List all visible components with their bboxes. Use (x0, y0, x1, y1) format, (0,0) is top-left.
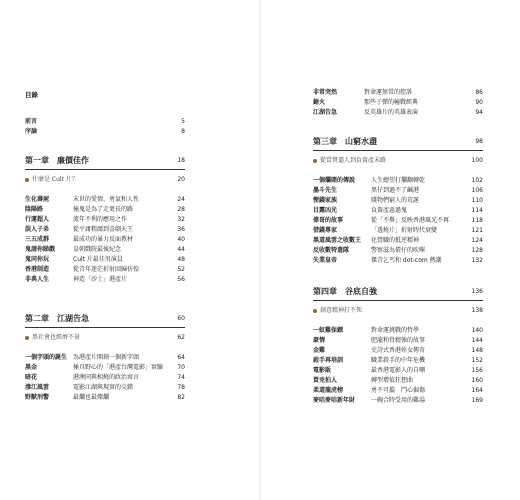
entry-desc: 為港產片開創一個新字頭 (73, 354, 140, 361)
entry-desc: 傑青乞丐和 dot-com 熱潮 (371, 257, 442, 264)
toc-entry[interactable] (25, 363, 185, 372)
entry-label: 野獸刑警 (25, 394, 50, 401)
chapter-2-rule (25, 327, 185, 328)
chapter-4-section[interactable] (313, 306, 483, 316)
section-page: 138 (471, 307, 483, 314)
bullet-icon (25, 336, 29, 340)
chapter-3-rule (313, 150, 483, 151)
entry-desc: 賤物們窮人的荒誕 (371, 197, 420, 204)
toc-title: 目錄 (25, 91, 38, 99)
entry-label: 墨斗先生 (313, 187, 338, 194)
chapter-1-section[interactable] (25, 175, 185, 185)
toc-entry[interactable] (313, 376, 483, 385)
entry-page: 90 (475, 99, 483, 106)
entry-label: 誤人子弟 (25, 226, 50, 233)
toc-entry[interactable] (25, 275, 185, 284)
entry-page: 70 (177, 364, 185, 371)
entry-page: 28 (177, 206, 185, 213)
toc-entry[interactable] (313, 326, 483, 335)
entry-label: 電影販 (313, 367, 332, 374)
chapter-3-heading[interactable] (313, 136, 483, 148)
entry-label: 序論 (25, 128, 38, 135)
entry-label: 非常突然 (313, 89, 338, 96)
toc-entry[interactable] (313, 336, 483, 345)
toc-entry[interactable] (313, 226, 483, 235)
toc-entry[interactable] (313, 216, 483, 225)
bullet-icon (313, 159, 317, 163)
entry-label: 黑金 (25, 364, 38, 371)
toc-entry[interactable] (313, 246, 483, 255)
entry-desc: 警察滋為債仔的吹嗶 (371, 247, 426, 254)
entry-page: 169 (471, 397, 483, 404)
entry-desc: 皇朝戲院最後紀念 (73, 246, 122, 253)
entry-label: 偉哥的故事 (313, 217, 344, 224)
entry-page: 5 (181, 118, 185, 125)
entry-page: 48 (177, 256, 185, 263)
toc-entry[interactable] (25, 205, 185, 214)
entry-page: 140 (471, 327, 483, 334)
entry-desc: 轉型增值狂想曲 (371, 377, 414, 384)
entry-desc: 史詩式香港娃女傳奇 (371, 347, 426, 354)
chapter-3-section[interactable] (313, 156, 483, 166)
toc-entry[interactable] (313, 346, 483, 355)
entry-label: 豪情 (313, 337, 326, 344)
entry-page: 148 (471, 347, 483, 354)
entry-desc: 職業殺手的中年危機 (371, 357, 426, 364)
chapter-page: 18 (177, 157, 185, 164)
entry-desc: 極具野心的「港產台灣電影」實驗 (73, 364, 164, 371)
entry-desc: 人生總望打爛翻轉乾 (371, 177, 426, 184)
toc-entry[interactable] (25, 383, 185, 392)
chapter-title: 第二章 江湖告急 (25, 314, 89, 323)
entry-desc: 從平庸粗鄙到喜劇天王 (73, 226, 134, 233)
entry-page: 132 (471, 257, 483, 264)
entry-page: 40 (177, 236, 185, 243)
section-label: 黑社會也經濟不景 (32, 334, 81, 341)
section-label: 什麼是 Cult 片？ (32, 176, 78, 183)
toc-entry[interactable] (25, 353, 185, 362)
entry-desc: 化營職的抵逆精神 (371, 237, 420, 244)
entry-desc: 勇不可擋 鬥心倔傷 (371, 387, 426, 394)
entry-page: 106 (471, 187, 483, 194)
chapter-title: 第四章 谷底自強 (313, 287, 377, 296)
section-label: 創意精神打不死 (320, 307, 363, 314)
entry-page: 74 (177, 374, 185, 381)
entry-label: 麥咭麥咭新年財 (313, 397, 356, 404)
toc-entry[interactable] (25, 245, 185, 254)
chapter-1-heading[interactable] (25, 155, 185, 167)
entry-desc: 肥龍和骨精強的故事 (371, 337, 426, 344)
entry-label: 陰陽路 (25, 206, 44, 213)
entry-page: 64 (177, 354, 185, 361)
entry-page: 78 (177, 384, 185, 391)
entry-label: 目露凶光 (313, 207, 338, 214)
entry-page: 52 (177, 266, 185, 273)
toc-entry[interactable] (25, 195, 185, 204)
chapter-page: 98 (475, 138, 483, 145)
chapter-2-section[interactable] (25, 333, 185, 343)
entry-page: 110 (471, 197, 483, 204)
toc-entry[interactable] (25, 225, 185, 234)
entry-page: 152 (471, 357, 483, 364)
toc-entry[interactable] (25, 393, 185, 402)
toc-entry[interactable] (313, 186, 483, 195)
entry-label: 生化壽屍 (25, 196, 50, 203)
entry-page: 24 (177, 196, 185, 203)
toc-entry[interactable] (313, 98, 483, 107)
entry-label: 香港制造 (25, 266, 50, 273)
entry-page: 124 (471, 237, 483, 244)
chapter-4-heading[interactable] (313, 286, 483, 298)
toc-entry[interactable] (313, 366, 483, 375)
entry-page: 164 (471, 387, 483, 394)
entry-label: 鬼同你玩 (25, 256, 50, 263)
toc-entry[interactable] (313, 108, 483, 117)
entry-desc: 反英雄片的英雄表演 (364, 109, 419, 116)
entry-desc: 那些子彈的幢戰經典 (364, 99, 419, 106)
entry-page: 32 (177, 216, 185, 223)
entry-desc: 末世的愛情、勇氣和人性 (73, 196, 140, 203)
entry-label: 鎗火 (313, 99, 326, 106)
chapter-title: 第一章 廉價佳作 (25, 156, 89, 165)
entry-page: 118 (471, 217, 483, 224)
entry-desc: 一碗合時受用的雞湯 (371, 397, 426, 404)
entry-desc: 黑仔到過不了鹹港 (371, 187, 420, 194)
bullet-icon (25, 178, 29, 182)
entry-page: 44 (177, 246, 185, 253)
toc-entry[interactable] (313, 256, 483, 265)
chapter-page: 136 (471, 288, 483, 295)
toc-entry-front-2[interactable] (25, 127, 185, 136)
chapter-1-rule (25, 169, 185, 170)
toc-entry[interactable] (25, 215, 185, 224)
toc-entry[interactable] (313, 236, 483, 245)
chapter-2-heading[interactable] (25, 313, 185, 325)
entry-page: 94 (475, 109, 483, 116)
chapter-4-rule (313, 300, 483, 301)
entry-page: 86 (475, 89, 483, 96)
entry-desc: 最成功的暴力反面教材 (73, 236, 134, 243)
entry-desc: 對命運無常的控訴 (364, 89, 413, 96)
entry-desc: 最香港電影人的自嘲 (371, 367, 426, 374)
entry-page: 8 (181, 128, 185, 135)
bullet-icon (313, 309, 317, 313)
entry-label: 慳錢家族 (313, 197, 338, 204)
entry-label: 殺手再培訓 (313, 357, 344, 364)
entry-label: 一個字頭的誕生 (25, 354, 68, 361)
entry-page: 114 (471, 207, 483, 214)
entry-desc: 「透燒片」折射時代衰變 (371, 227, 438, 234)
toc-entry[interactable] (313, 196, 483, 205)
entry-desc: 最爛也最燦爛 (73, 394, 110, 401)
entry-page: 121 (471, 227, 483, 234)
entry-page: 156 (471, 367, 483, 374)
entry-desc: Cult 片最佳男演員 (73, 256, 123, 263)
toc-entry-front-1[interactable] (25, 117, 185, 126)
entry-desc: 港澳同與相燒的政治寓言 (73, 374, 140, 381)
entry-desc: 從「不舉」反映香港風光不再 (371, 217, 450, 224)
section-page: 100 (471, 157, 483, 164)
entry-label: 滲江風雲 (25, 384, 50, 391)
toc-entry[interactable] (25, 255, 185, 264)
entry-desc: 撞鬼是為了走更長的路 (73, 206, 134, 213)
entry-label: 買兇拍人 (313, 377, 338, 384)
entry-label: 非典人生 (25, 276, 50, 283)
toc-entry[interactable] (25, 373, 185, 382)
toc-entry[interactable] (25, 235, 185, 244)
entry-page: 82 (177, 394, 185, 401)
toc-entry[interactable] (313, 176, 483, 185)
section-page: 20 (177, 176, 185, 183)
entry-page: 102 (471, 177, 483, 184)
entry-label: 金雞 (313, 347, 326, 354)
entry-label: 行運超人 (25, 216, 50, 223)
chapter-title: 第三章 山窮水盡 (313, 137, 377, 146)
entry-label: 柔道龍虎榜 (313, 387, 344, 394)
entry-page: 160 (471, 377, 483, 384)
toc-entry[interactable] (313, 386, 483, 395)
section-page: 62 (177, 334, 185, 341)
entry-label: 借錢專家 (313, 227, 338, 234)
chapter-page: 60 (177, 315, 185, 322)
entry-page: 56 (177, 276, 185, 283)
right-page (260, 0, 520, 500)
entry-label: 前言 (25, 118, 38, 125)
entry-desc: 從青年迷茫折射回歸彷徨 (73, 266, 140, 273)
entry-label: 暗花 (25, 374, 38, 381)
entry-label: 鬼請你睇戲 (25, 246, 56, 253)
entry-page: 144 (471, 337, 483, 344)
entry-page: 128 (471, 247, 483, 254)
toc-entry[interactable] (313, 206, 483, 215)
entry-desc: 負資產惡過鬼 (371, 207, 408, 214)
entry-desc: 流年不利的應用之作 (73, 216, 128, 223)
entry-label: 黑道風雲之收數王 (313, 237, 362, 244)
entry-desc: 對命運挑戰的哲學 (371, 327, 420, 334)
section-label: 從當貴逼人到負資產末路 (320, 157, 387, 164)
entry-desc: 神造「沙士」港產片 (73, 276, 128, 283)
entry-label: 一蚊雞保鏢 (313, 327, 344, 334)
entry-label: 一個爛賭的傳說 (313, 177, 356, 184)
entry-label: 反收數特遣隊 (313, 247, 350, 254)
entry-label: 三五成群 (25, 236, 50, 243)
toc-entry[interactable] (25, 265, 185, 274)
toc-entry[interactable] (313, 356, 483, 365)
entry-label: 失業皇帝 (313, 257, 338, 264)
toc-entry[interactable] (313, 88, 483, 97)
entry-page: 36 (177, 226, 185, 233)
toc-entry[interactable] (313, 396, 483, 405)
entry-label: 江湖告急 (313, 109, 338, 116)
entry-desc: 電影江湖與現實的交錯 (73, 384, 134, 391)
